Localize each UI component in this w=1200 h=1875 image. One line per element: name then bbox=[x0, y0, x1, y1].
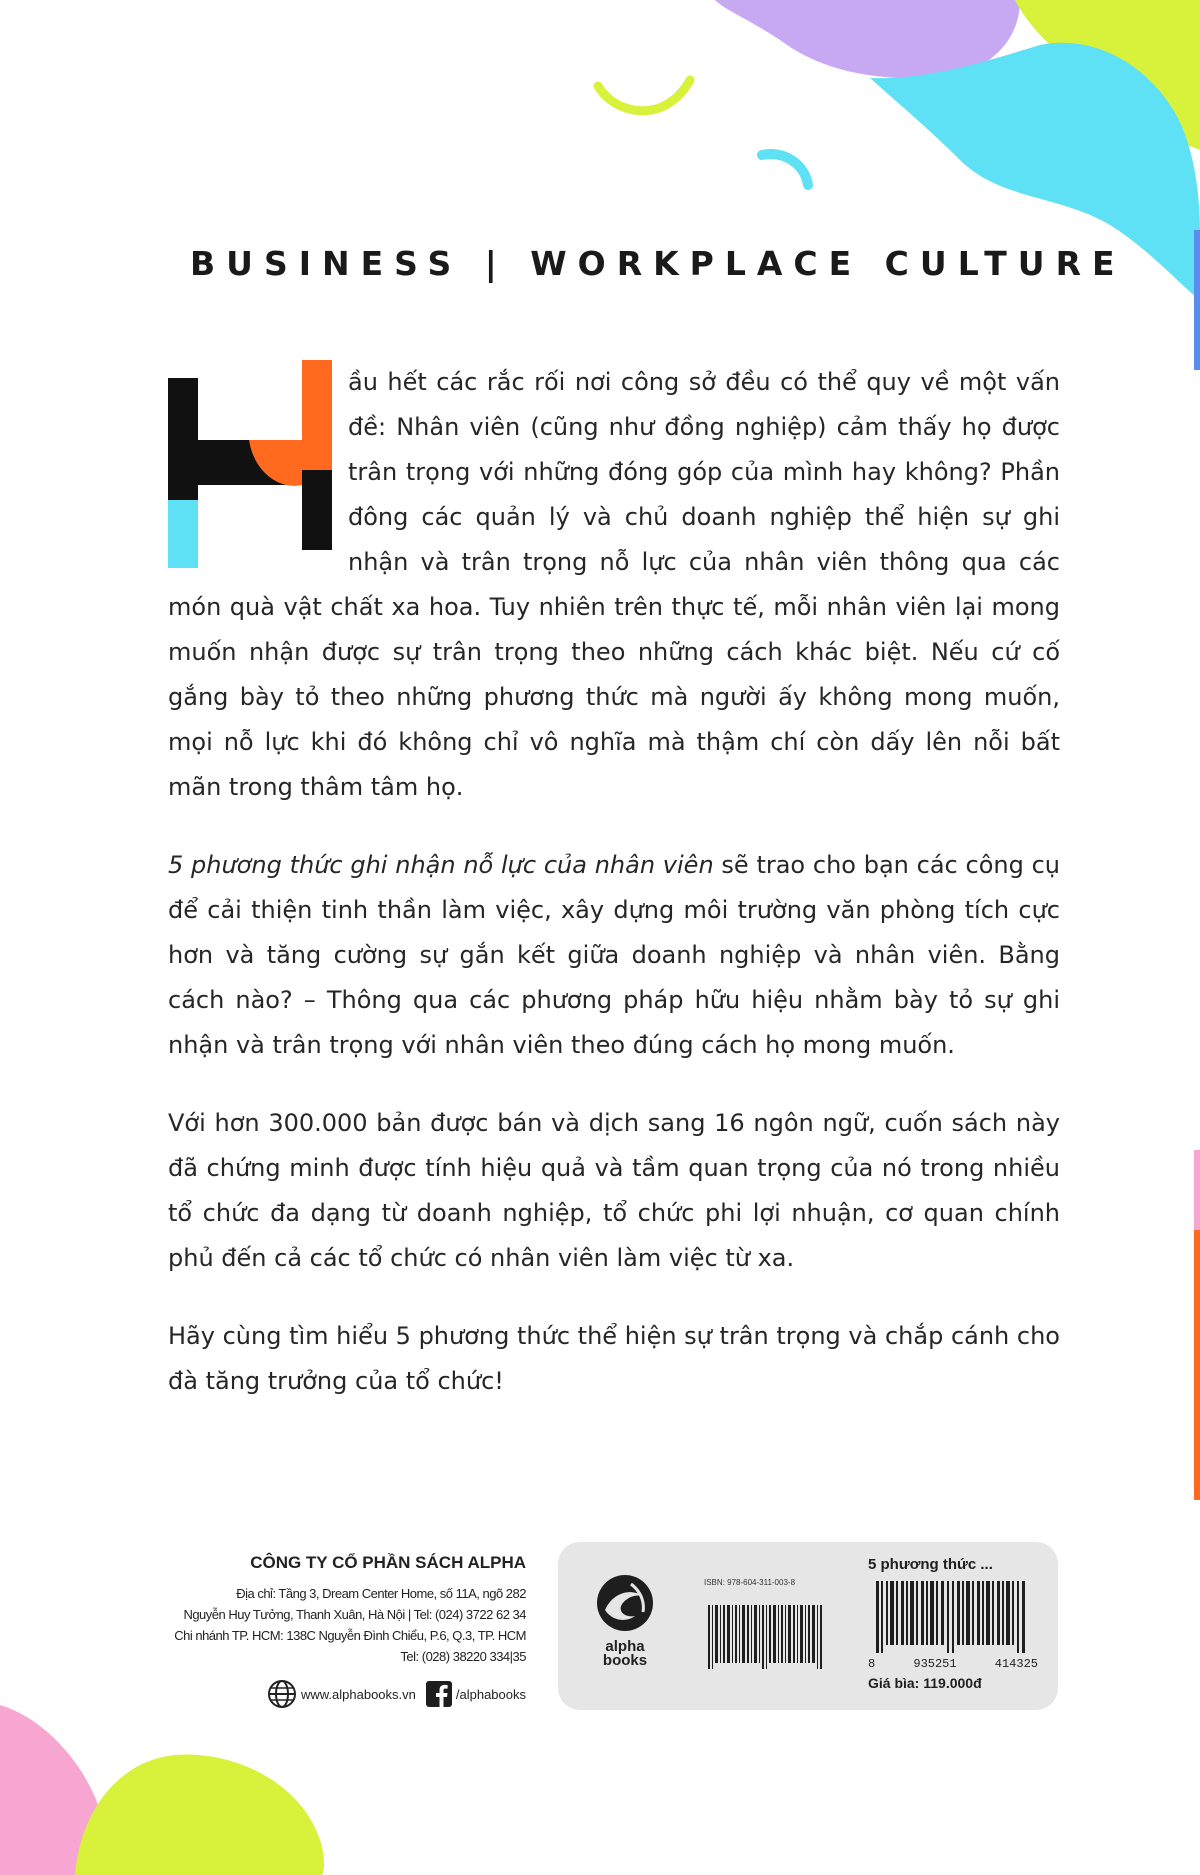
cyan-squiggle bbox=[762, 154, 808, 185]
book-description bbox=[168, 360, 1060, 1437]
barcode-panel bbox=[558, 1542, 1058, 1710]
website-text: www.alphabooks.vn bbox=[300, 1686, 416, 1702]
logo-text: alpha books bbox=[602, 1638, 648, 1669]
ean-last-digits: 414325 bbox=[994, 1657, 1038, 1671]
category-label: BUSINESS | WORKPLACE CULTURE bbox=[190, 244, 1126, 283]
alpha-books-logo bbox=[588, 1572, 662, 1668]
ean-first-digit: 8 bbox=[868, 1657, 876, 1671]
isbn-barcode bbox=[704, 1578, 834, 1673]
paragraph-2 bbox=[168, 843, 1060, 1068]
book-title-italic: 5 phương thức ghi nhận nỗ lực của nhân viên bbox=[168, 851, 714, 879]
right-edge-pink bbox=[1194, 1150, 1200, 1230]
drop-cap-h bbox=[154, 360, 340, 585]
ean-barcode-bars bbox=[868, 1581, 1033, 1653]
publisher-branch-2: Tel: (028) 38220 334|35 bbox=[400, 1649, 526, 1664]
paragraph-4: Hãy cùng tìm hiểu 5 phương thức thể hiện sự trân trọng và chắp cánh cho đà tăng trưởng của tổ chức! bbox=[168, 1322, 1060, 1395]
short-title: 5 phương thức ... bbox=[868, 1556, 993, 1573]
publisher-info bbox=[130, 1553, 526, 1709]
ean-middle-digits: 935251 bbox=[913, 1657, 957, 1671]
website-link[interactable] bbox=[267, 1679, 416, 1709]
isbn-label: ISBN: 978-604-311-003-8 bbox=[704, 1578, 796, 1587]
price-barcode bbox=[868, 1556, 1038, 1691]
cover-price: Giá bìa: 119.000đ bbox=[868, 1675, 982, 1691]
publisher-address-2: Nguyễn Huy Tưởng, Thanh Xuân, Hà Nội | Tel: (024) 3722 62 34 bbox=[183, 1607, 526, 1622]
publisher-branch-1: Chi nhánh TP. HCM: 138C Nguyễn Đình Chiểu, P.6, Q.3, TP. HCM bbox=[174, 1628, 526, 1643]
facebook-link[interactable] bbox=[426, 1681, 526, 1707]
smile-squiggle bbox=[598, 80, 690, 111]
paragraph-3: Với hơn 300.000 bản được bán và dịch sang 16 ngôn ngữ, cuốn sách này đã chứng minh được tính hiệu quả và tầm quan trọng của nó trong nhiều tổ chức đa dạng từ doanh nghiệp, tổ chức phi lợi nhuận, cơ quan chính phủ đến cả các tổ chức có nhân viên làm việc từ xa. bbox=[168, 1109, 1060, 1272]
facebook-icon bbox=[426, 1681, 452, 1707]
paragraph-2-text: sẽ trao cho bạn các công cụ để cải thiện tinh thần làm việc, xây dựng môi trường văn phòng tích cực hơn và tăng cường sự gắn kết giữa doanh nghiệp và nhân viên. Bằng cách nào? – Thông qua các phương pháp hữu hiệu nhằm bày tỏ sự ghi nhận và trân trọng với nhân viên theo đúng cách họ mong muốn. bbox=[168, 851, 1060, 1059]
right-edge-blue bbox=[1194, 230, 1200, 370]
publisher-address-1: Địa chỉ: Tầng 3, Dream Center Home, số 11A, ngõ 282 bbox=[236, 1586, 526, 1601]
isbn-barcode-bars bbox=[704, 1605, 828, 1669]
right-edge-orange bbox=[1194, 1230, 1200, 1500]
publisher-links bbox=[130, 1679, 526, 1709]
globe-icon bbox=[267, 1679, 297, 1709]
publisher-name: CÔNG TY CỔ PHẦN SÁCH ALPHA bbox=[250, 1553, 526, 1572]
lime-blob-bottom bbox=[75, 1754, 324, 1875]
alpha-logo-icon bbox=[591, 1572, 659, 1634]
ean-number bbox=[868, 1657, 1038, 1671]
paragraph-1 bbox=[168, 360, 1060, 810]
facebook-text: /alphabooks bbox=[455, 1686, 526, 1702]
paragraph-1-text: ầu hết các rắc rối nơi công sở đều có thể quy về một vấn đề: Nhân viên (cũng như đồng nghiệp) cảm thấy họ được trân trọng với những đóng góp của mình hay không? Phần đông các quản lý và chủ doanh nghiệp thể hiện sự ghi nhận và trân trọng nỗ lực của nhân viên thông qua các món quà vật chất xa hoa. Tuy nhiên trên thực tế, mỗi nhân viên lại mong muốn nhận được sự trân trọng theo những cách khác biệt. Nếu cứ cố gắng bày tỏ theo những phương thức mà người ấy không mong muốn, mọi nỗ lực khi đó không chỉ vô nghĩa mà thậm chí còn dấy lên nỗi bất mãn trong thâm tâm họ. bbox=[168, 368, 1060, 801]
